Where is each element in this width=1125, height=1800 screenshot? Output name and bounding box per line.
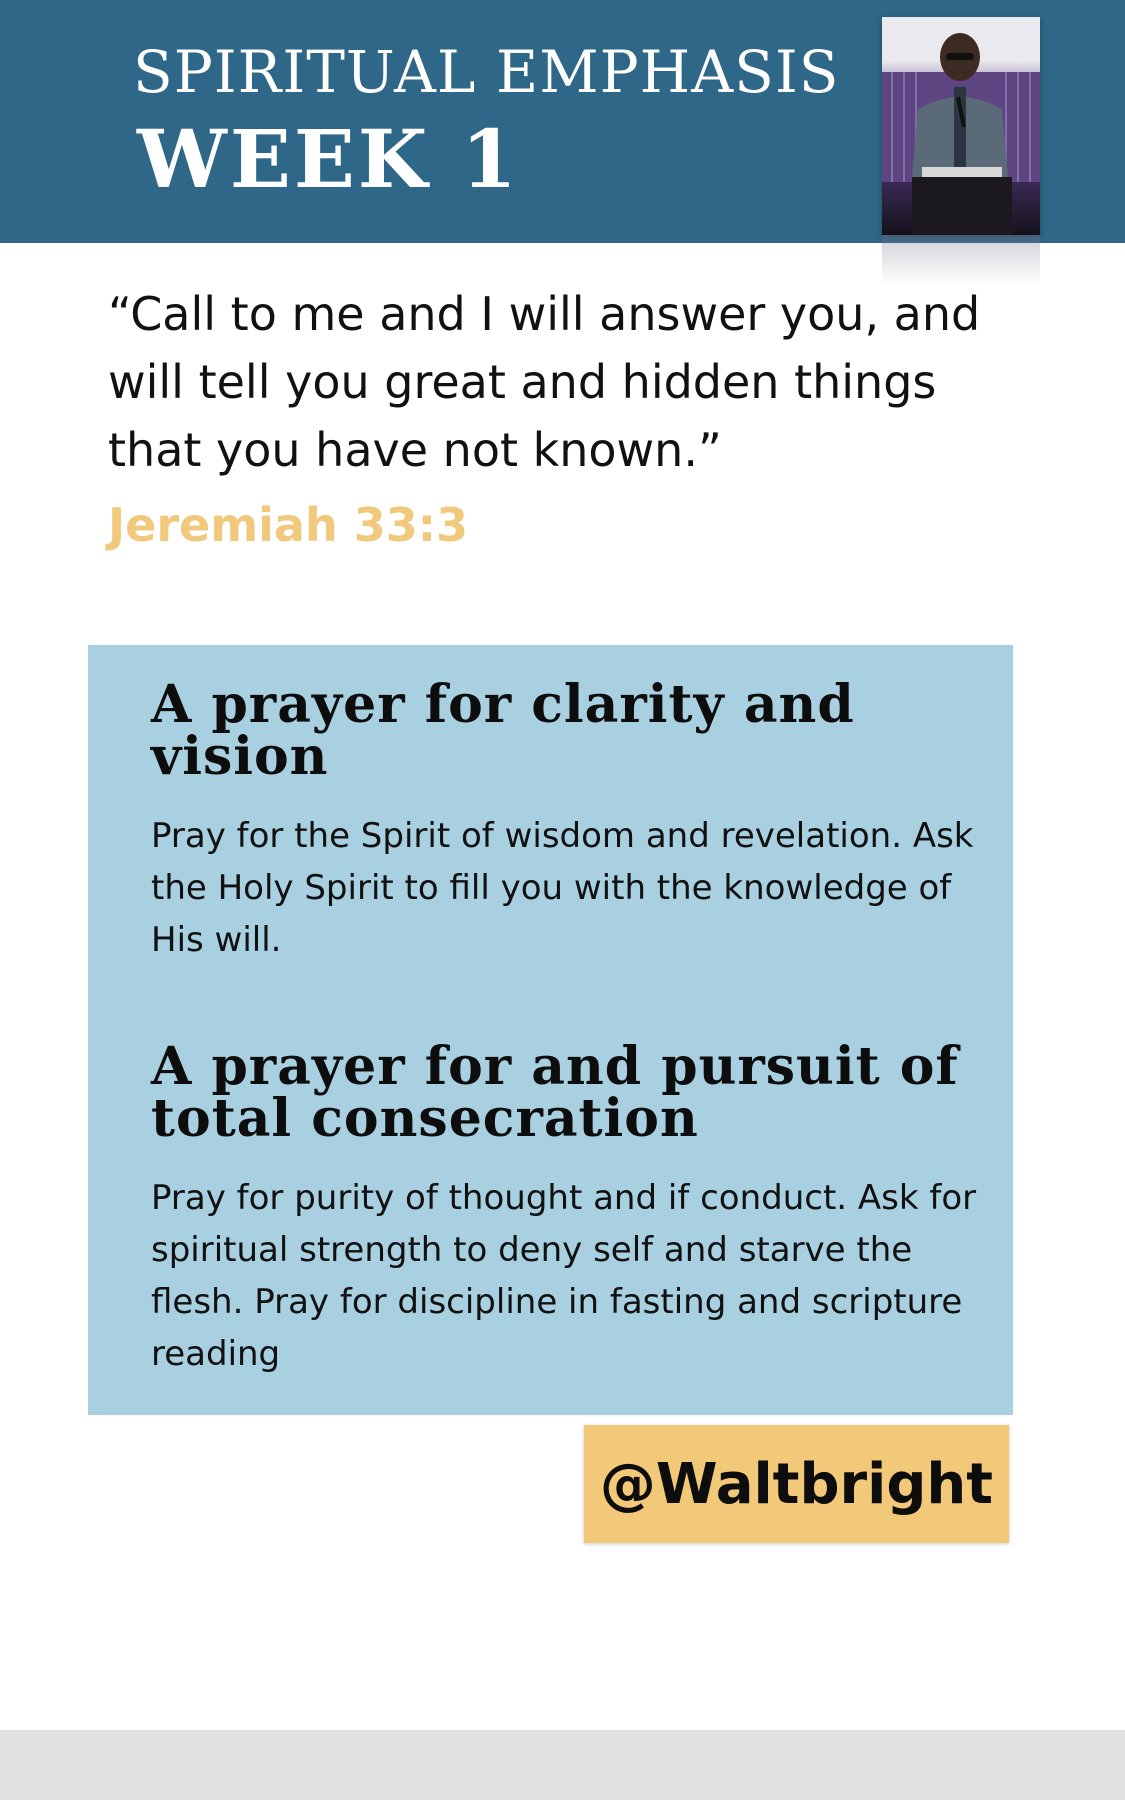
verse-quote: “Call to me and I will answer you, and will tell you great and hidden things that you have not known.” bbox=[108, 287, 981, 477]
prayer-body-clarity: Pray for the Spirit of wisdom and revelation. Ask the Holy Spirit to fill you with the knowledge of His will. bbox=[151, 816, 974, 960]
prayer-heading-consecration: A prayer for and pursuit of total consecration bbox=[151, 1036, 959, 1149]
speaker-photo-illustration bbox=[882, 17, 1040, 235]
prayer-panel bbox=[88, 645, 1013, 1415]
social-handle-badge: @Waltbright bbox=[584, 1425, 1009, 1543]
header-title: SPIRITUAL EMPHASIS bbox=[133, 38, 840, 106]
verse-reference: Jeremiah 33:3 bbox=[108, 498, 469, 552]
week-label: WEEK 1 bbox=[137, 112, 520, 206]
speaker-photo-reflection bbox=[882, 235, 1040, 285]
prayer-body-consecration: Pray for purity of thought and if conduct. Ask for spiritual strength to deny self and starve the flesh. Pray for discipline in fasting and scripture reading bbox=[151, 1178, 977, 1374]
bottom-bar bbox=[0, 1730, 1125, 1800]
speaker-photo bbox=[882, 17, 1040, 235]
prayer-heading-clarity: A prayer for clarity and vision bbox=[151, 674, 855, 787]
